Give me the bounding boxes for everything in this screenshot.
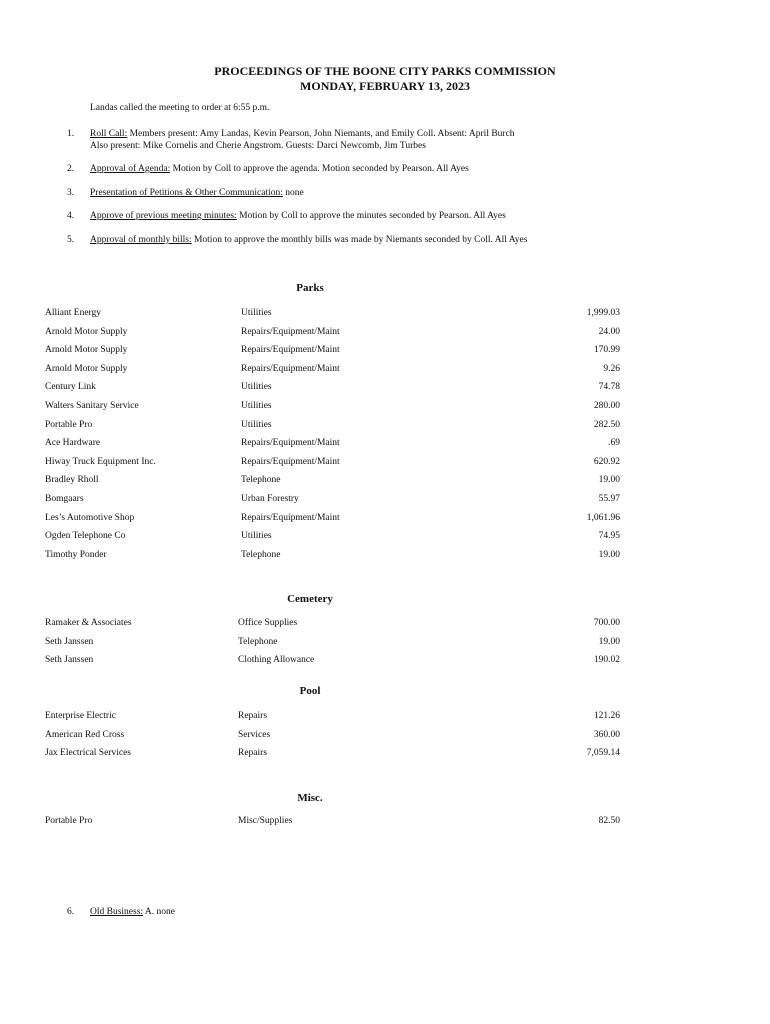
expense-category: Services bbox=[238, 729, 271, 740]
bill-row bbox=[0, 438, 770, 450]
vendor-name: Arnold Motor Supply bbox=[45, 326, 128, 337]
item-text: Motion by Coll to approve the minutes seconded by Pearson. All Ayes bbox=[236, 211, 506, 221]
vendor-name: Ramaker & Associates bbox=[45, 618, 132, 628]
document-date: MONDAY, FEBRUARY 13, 2023 bbox=[300, 79, 470, 93]
item-label: Old Business: bbox=[90, 907, 144, 917]
expense-category: Urban Forestry bbox=[241, 494, 299, 504]
expense-category: Telephone bbox=[241, 475, 281, 486]
expense-category: Repairs/Equipment/Maint bbox=[241, 326, 340, 337]
bill-row bbox=[0, 816, 770, 828]
item-number: 1. bbox=[67, 129, 75, 139]
vendor-name: Timothy Ponder bbox=[45, 549, 107, 560]
expense-category: Repairs/Equipment/Maint bbox=[241, 456, 340, 467]
vendor-name: Bradley Rholl bbox=[45, 475, 99, 486]
expense-category: Clothing Allowance bbox=[238, 655, 315, 665]
bill-amount: 74.95 bbox=[598, 531, 620, 542]
vendor-name: Bomgaars bbox=[45, 494, 84, 504]
vendor-name: Alliant Energy bbox=[45, 308, 102, 318]
bill-row bbox=[0, 345, 770, 357]
item-text: Members present: Amy Landas, Kevin Pearson, John Niemants, and Emily Coll. Absent: April Burch bbox=[127, 129, 515, 139]
expense-category: Utilities bbox=[241, 401, 272, 411]
bill-row bbox=[0, 748, 770, 760]
item-label: Roll Call: bbox=[90, 129, 128, 139]
bill-amount: .69 bbox=[608, 438, 620, 449]
bill-amount: 9.26 bbox=[603, 363, 620, 374]
vendor-name: Hiway Truck Equipment Inc. bbox=[45, 456, 156, 467]
bill-row bbox=[0, 382, 770, 394]
bill-row bbox=[0, 401, 770, 413]
bill-row bbox=[0, 364, 770, 376]
vendor-name: Arnold Motor Supply bbox=[45, 363, 128, 374]
bill-row bbox=[0, 730, 770, 742]
expense-category: Telephone bbox=[238, 636, 278, 647]
bill-row bbox=[0, 618, 770, 630]
bill-amount: 700.00 bbox=[593, 618, 620, 628]
bill-row bbox=[0, 327, 770, 339]
vendor-name: Ace Hardware bbox=[45, 438, 101, 449]
bill-row bbox=[0, 308, 770, 320]
expense-category: Repairs bbox=[238, 711, 268, 721]
expense-category: Repairs/Equipment/Maint bbox=[241, 512, 340, 523]
bill-amount: 24.00 bbox=[598, 326, 620, 337]
vendor-name: Enterprise Electric bbox=[45, 711, 116, 721]
section-heading-parks: Parks bbox=[296, 282, 324, 294]
bill-amount: 55.97 bbox=[598, 494, 620, 504]
vendor-name: Les’s Automotive Shop bbox=[45, 512, 135, 523]
section-heading-cemetery: Cemetery bbox=[287, 593, 333, 605]
item-text: A. none bbox=[143, 907, 175, 917]
item-text: Motion to approve the monthly bills was made by Niemants seconded by Coll. All Ayes bbox=[191, 235, 528, 245]
bill-amount: 360.00 bbox=[593, 729, 620, 740]
bill-amount: 1,999.03 bbox=[586, 308, 620, 318]
bill-row bbox=[0, 457, 770, 469]
bill-amount: 620.92 bbox=[593, 456, 620, 467]
bill-amount: 19.00 bbox=[598, 636, 620, 647]
bill-amount: 282.50 bbox=[593, 419, 620, 430]
bill-amount: 74.78 bbox=[598, 382, 620, 393]
bill-amount: 19.00 bbox=[598, 475, 620, 486]
item-label: Approval of Agenda: bbox=[90, 164, 171, 174]
expense-category: Office Supplies bbox=[238, 618, 298, 628]
item-number: 5. bbox=[67, 235, 75, 245]
expense-category: Misc/Supplies bbox=[238, 816, 293, 826]
expense-category: Telephone bbox=[241, 549, 281, 560]
item-text: Motion by Coll to approve the agenda. Motion seconded by Pearson. All Ayes bbox=[170, 164, 469, 174]
bill-row bbox=[0, 494, 770, 506]
vendor-name: Portable Pro bbox=[45, 419, 93, 430]
expense-category: Repairs bbox=[238, 748, 268, 758]
bill-row bbox=[0, 711, 770, 723]
expense-category: Utilities bbox=[241, 308, 272, 318]
bill-row bbox=[0, 531, 770, 543]
document-title: PROCEEDINGS OF THE BOONE CITY PARKS COMMISSION bbox=[214, 64, 556, 78]
bill-row bbox=[0, 637, 770, 649]
expense-category: Utilities bbox=[241, 382, 272, 393]
section-heading-misc: Misc. bbox=[297, 792, 323, 804]
bill-row bbox=[0, 475, 770, 487]
item-label: Approval of monthly bills: bbox=[90, 235, 192, 245]
vendor-name: Walters Sanitary Service bbox=[45, 401, 139, 411]
bill-row bbox=[0, 513, 770, 525]
item-label: Approve of previous meeting minutes: bbox=[90, 211, 237, 221]
expense-category: Utilities bbox=[241, 419, 272, 430]
bill-row bbox=[0, 420, 770, 432]
bill-amount: 19.00 bbox=[598, 549, 620, 560]
vendor-name: Ogden Telephone Co bbox=[45, 531, 126, 542]
vendor-name: Seth Janssen bbox=[45, 655, 94, 665]
bill-amount: 121.26 bbox=[593, 711, 620, 721]
bill-amount: 82.50 bbox=[598, 816, 620, 826]
bill-amount: 7,059.14 bbox=[586, 748, 620, 758]
call-to-order: Landas called the meeting to order at 6:55 p.m. bbox=[90, 103, 270, 113]
vendor-name: Seth Janssen bbox=[45, 636, 94, 647]
bill-amount: 280.00 bbox=[593, 401, 620, 411]
expense-category: Utilities bbox=[241, 531, 272, 542]
vendor-name: Jax Electrical Services bbox=[45, 748, 131, 758]
item-number: 4. bbox=[67, 211, 75, 221]
item-number: 2. bbox=[67, 164, 75, 174]
vendor-name: Arnold Motor Supply bbox=[45, 345, 128, 356]
bill-amount: 1,061.96 bbox=[586, 512, 620, 523]
bill-amount: 170.99 bbox=[593, 345, 620, 356]
bill-row bbox=[0, 655, 770, 667]
vendor-name: Century Link bbox=[45, 382, 96, 393]
expense-category: Repairs/Equipment/Maint bbox=[241, 438, 340, 449]
bill-amount: 190.02 bbox=[593, 655, 620, 665]
expense-category: Repairs/Equipment/Maint bbox=[241, 363, 340, 374]
vendor-name: American Red Cross bbox=[45, 729, 125, 740]
item-text: none bbox=[282, 188, 304, 198]
expense-category: Repairs/Equipment/Maint bbox=[241, 345, 340, 356]
bill-row bbox=[0, 550, 770, 562]
item-label: Presentation of Petitions & Other Communication: bbox=[90, 188, 283, 198]
item-number: 3. bbox=[67, 188, 75, 198]
vendor-name: Portable Pro bbox=[45, 816, 93, 826]
section-heading-pool: Pool bbox=[299, 685, 321, 697]
item-number: 6. bbox=[67, 907, 75, 917]
item-text-continued: Also present: Mike Cornelis and Cherie Angstrom. Guests: Darci Newcomb, Jim Turbes bbox=[90, 141, 426, 151]
